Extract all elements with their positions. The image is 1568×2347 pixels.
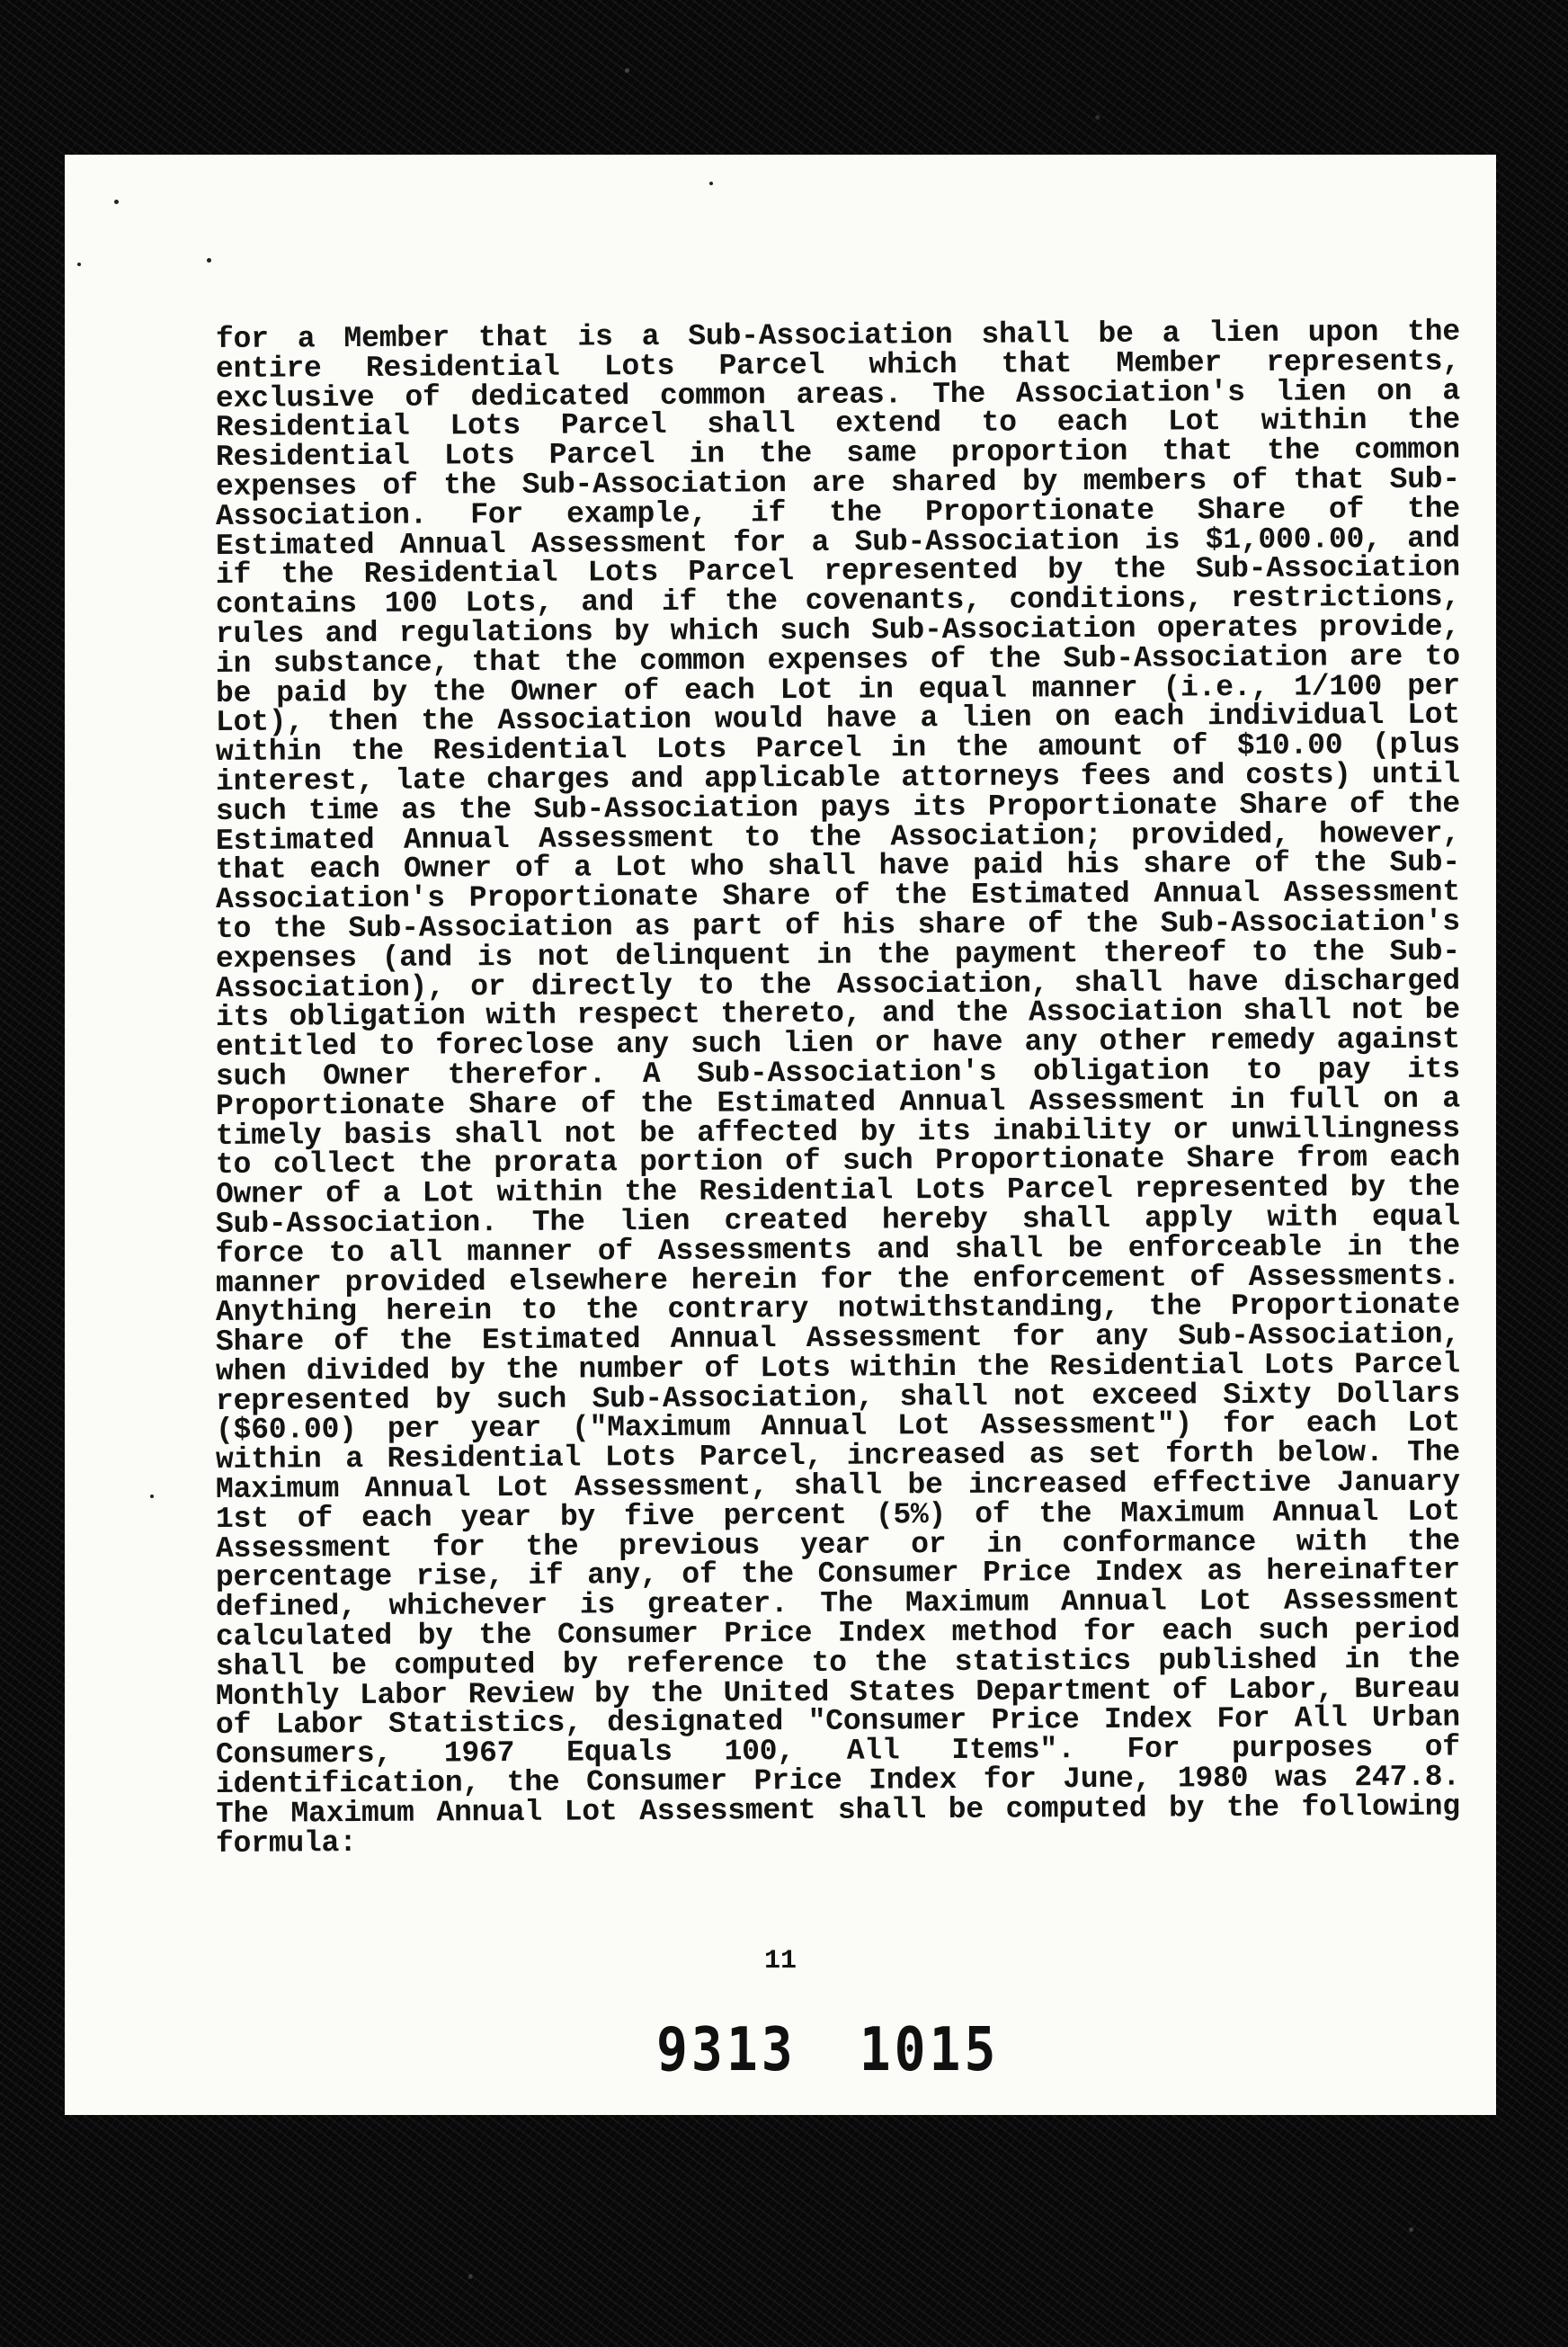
text-line: Sub-Association. The lien created hereby shall apply with equal — [215, 1200, 1461, 1241]
document-page — [65, 155, 1496, 2115]
text-line: within a Residential Lots Parcel, increased as set forth below. The — [215, 1435, 1461, 1477]
text-line: Association), or directly to the Association, shall have discharged — [215, 964, 1461, 1005]
text-line: expenses (and is not delinquent in the payment thereof to the Sub- — [215, 934, 1461, 976]
text-line: Association. For example, if the Proportionate Share of the — [215, 492, 1461, 533]
scan-speck — [77, 263, 81, 266]
text-line: to the Sub-Association as part of his share of the Sub-Association's — [215, 905, 1461, 946]
text-line: such Owner therefor. A Sub-Association's obligation to pay its — [215, 1052, 1461, 1093]
text-line: to collect the prorata portion of such Proportionate Share from each — [215, 1140, 1461, 1182]
text-line: its obligation with respect thereto, and the Association shall not be — [215, 993, 1461, 1035]
text-line: represented by such Sub-Association, shall not exceed Sixty Dollars — [215, 1377, 1461, 1418]
text-line: Anything herein to the contrary notwithstanding, the Proportionate — [215, 1288, 1461, 1330]
text-line: Owner of a Lot within the Residential Lots Parcel represented by the — [215, 1170, 1461, 1212]
text-line: within the Residential Lots Parcel in the amount of $10.00 (plus — [215, 727, 1461, 770]
text-line: Residential Lots Parcel in the same proportion that the common — [215, 433, 1461, 475]
text-line: such time as the Sub-Association pays its Proportionate Share of the — [215, 787, 1461, 828]
text-line: shall be computed by reference to the statistics published in the — [215, 1642, 1461, 1683]
text-line: expenses of the Sub-Association are shared by members of that Sub- — [215, 462, 1461, 504]
text-line: ($60.00) per year ("Maximum Annual Lot Assessment") for each Lot — [215, 1406, 1461, 1448]
text-line: rules and regulations by which such Sub-Association operates provide, — [215, 610, 1461, 651]
text-line: Share of the Estimated Annual Assessment for any Sub-Association, — [215, 1317, 1461, 1360]
text-line: be paid by the Owner of each Lot in equal manner (i.e., 1/100 per — [215, 669, 1461, 710]
scan-speck — [150, 1495, 154, 1498]
text-line: exclusive of dedicated common areas. The Association's lien on a — [215, 374, 1461, 415]
text-line: interest, late charges and applicable attorneys fees and costs) until — [215, 757, 1461, 799]
text-line: in substance, that the common expenses of the Sub-Association are to — [215, 639, 1461, 681]
text-line: Maximum Annual Lot Assessment, shall be increased effective January — [215, 1465, 1461, 1507]
text-line: when divided by the number of Lots within the Residential Lots Parcel — [215, 1347, 1461, 1388]
text-line: of Labor Statistics, designated "Consumer Price Index For All Urban — [215, 1700, 1461, 1743]
text-line: Proportionate Share of the Estimated Annual Assessment in full on a — [215, 1082, 1461, 1123]
text-line: formula: — [215, 1825, 357, 1861]
scan-speck — [114, 200, 119, 204]
text-line: manner provided elsewhere herein for the enforcement of Assessments. — [215, 1259, 1461, 1300]
text-line: identification, the Consumer Price Index for June, 1980 was 247.8. — [215, 1760, 1461, 1802]
text-line: Consumers, 1967 Equals 100, All Items". For purposes of — [215, 1730, 1461, 1772]
text-line: entitled to foreclose any such lien or have any other remedy against — [215, 1022, 1461, 1065]
text-line: timely basis shall not be affected by its inability or unwillingness — [215, 1111, 1461, 1153]
recording-book: 9313 — [656, 2013, 797, 2085]
scan-speck — [709, 182, 713, 185]
text-line: Monthly Labor Review by the United States Department of Labor, Bureau — [215, 1672, 1461, 1713]
recording-page: 1015 — [859, 2013, 1000, 2085]
text-line: contains 100 Lots, and if the covenants, conditions, restrictions, — [215, 580, 1461, 622]
text-line: Assessment for the previous year or in conformance with the — [215, 1524, 1461, 1566]
recording-number — [656, 2014, 999, 2084]
text-line: Association's Proportionate Share of the Estimated Annual Assessment — [215, 875, 1461, 917]
text-line: Residential Lots Parcel shall extend to each Lot within the — [215, 403, 1461, 445]
scan-speck — [207, 258, 211, 263]
text-line: entire Residential Lots Parcel which that Member represents, — [215, 344, 1461, 386]
text-line: calculated by the Consumer Price Index method for each such period — [215, 1612, 1461, 1655]
text-line: 1st of each year by five percent (5%) of the Maximum Annual Lot — [215, 1495, 1461, 1536]
text-line: percentage rise, if any, of the Consumer Price Index as hereinafter — [215, 1554, 1461, 1595]
text-line: defined, whichever is greater. The Maximum Annual Lot Assessment — [215, 1583, 1461, 1625]
text-line: if the Residential Lots Parcel represented by the Sub-Association — [215, 550, 1461, 593]
text-line: force to all manner of Assessments and shall be enforceable in the — [215, 1229, 1461, 1271]
body-text — [215, 315, 1461, 1861]
text-line: The Maximum Annual Lot Assessment shall be computed by the following — [215, 1789, 1461, 1831]
page-number: 11 — [763, 1946, 797, 1977]
text-line: Lot), then the Association would have a lien on each individual Lot — [215, 698, 1461, 740]
text-line: for a Member that is a Sub-Association shall be a lien upon the — [215, 315, 1461, 356]
text-line: that each Owner of a Lot who shall have paid his share of the Sub- — [215, 845, 1461, 888]
text-line: Estimated Annual Assessment to the Association; provided, however, — [215, 817, 1461, 858]
text-line: Estimated Annual Assessment for a Sub-Association is $1,000.00, and — [215, 522, 1461, 563]
